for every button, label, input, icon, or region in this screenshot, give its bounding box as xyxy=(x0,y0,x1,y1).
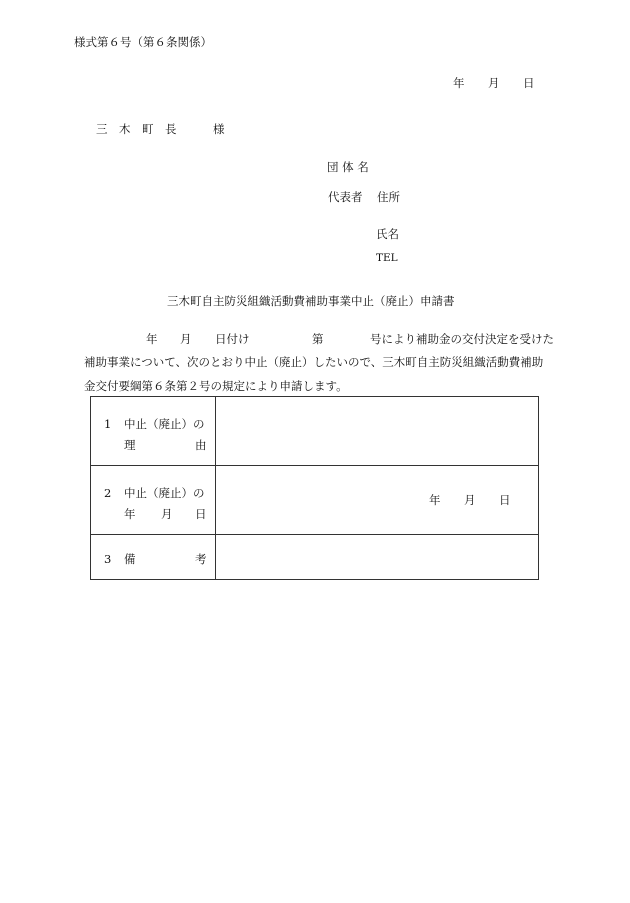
row3-label-right: 考 xyxy=(195,552,207,566)
table-row xyxy=(91,466,539,535)
row2-label-bottom-mid: 月 xyxy=(161,507,173,521)
representative-label: 代表者 xyxy=(328,190,363,204)
row3-label-left: 備 xyxy=(124,552,136,566)
table-row xyxy=(91,397,539,466)
row3-label-cell xyxy=(91,535,216,580)
row1-number: 1 xyxy=(104,417,112,431)
body-year: 年 xyxy=(146,332,158,346)
body-date-suffix: 日付け xyxy=(215,332,250,346)
row2-label-bottom-left: 年 xyxy=(124,507,136,521)
row3-value-cell[interactable] xyxy=(216,535,539,580)
table-row xyxy=(91,535,539,580)
application-table xyxy=(90,396,539,580)
row1-label-bottom-left: 理 xyxy=(124,438,136,452)
row2-value-month: 月 xyxy=(464,493,476,507)
row1-label-bottom-right: 由 xyxy=(195,438,207,452)
row2-value-day: 日 xyxy=(499,493,511,507)
row2-number: 2 xyxy=(104,486,112,500)
body-number-prefix: 第 xyxy=(312,332,324,346)
form-number: 様式第６号（第６条関係） xyxy=(74,35,212,49)
row2-label-top: 中止（廃止）の xyxy=(124,486,205,500)
date-header-day: 日 xyxy=(523,76,535,90)
body-month: 月 xyxy=(180,332,192,346)
date-header-month: 月 xyxy=(488,76,500,90)
tel-label: TEL xyxy=(376,252,398,264)
date-header-year: 年 xyxy=(453,76,465,90)
row2-label-bottom-right: 日 xyxy=(195,507,207,521)
row1-label-top: 中止（廃止）の xyxy=(124,417,205,431)
row2-value-year: 年 xyxy=(429,493,441,507)
body-number-suffix: 号により補助金の交付決定を受けた xyxy=(370,332,554,346)
body-line3: 金交付要綱第６条第２号の規定により申請します。 xyxy=(84,379,348,393)
row1-label-cell xyxy=(91,397,216,466)
row1-value-cell[interactable] xyxy=(216,397,539,466)
addressee-town: 三 木 町 長 xyxy=(96,122,177,136)
name-label: 氏名 xyxy=(376,227,399,241)
document-title: 三木町自主防災組織活動費補助事業中止（廃止）申請書 xyxy=(167,294,455,308)
group-name-label: 団 体 名 xyxy=(327,160,369,174)
addressee-honorific: 様 xyxy=(213,122,225,136)
row2-label-cell xyxy=(91,466,216,535)
address-label: 住所 xyxy=(377,190,400,204)
row2-value-cell[interactable] xyxy=(216,466,539,535)
body-line2: 補助事業について、次のとおり中止（廃止）したいので、三木町自主防災組織活動費補助 xyxy=(84,355,544,369)
row3-number: 3 xyxy=(104,552,112,566)
